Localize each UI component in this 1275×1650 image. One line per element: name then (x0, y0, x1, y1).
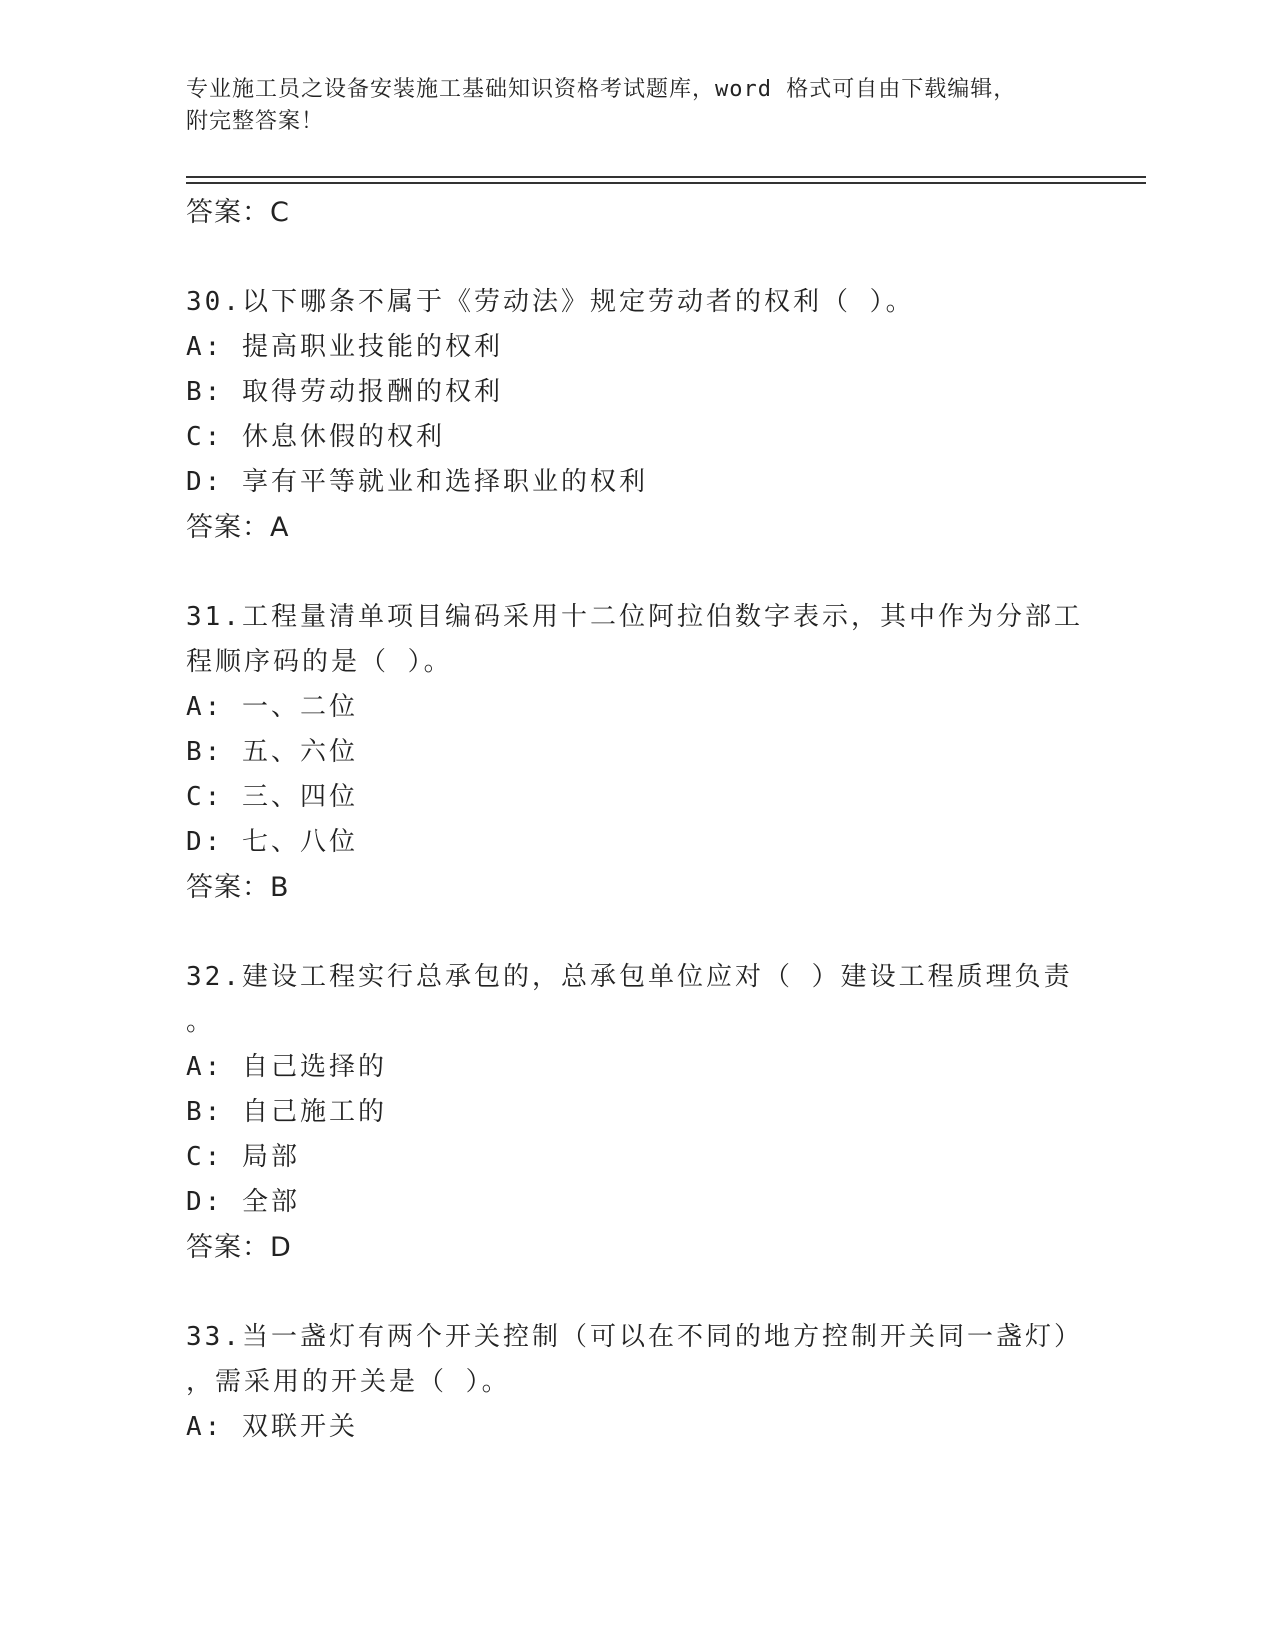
question-text: 31.工程量清单项目编码采用十二位阿拉伯数字表示，其中作为分部工 (186, 602, 1083, 632)
question-text-continued: ，需采用的开关是（ ）。 (186, 1367, 511, 1397)
spacer (186, 1270, 1086, 1315)
spacer (186, 910, 1086, 955)
option-c: C: 休息休假的权利 (186, 422, 445, 452)
header-rule-bottom (186, 182, 1146, 184)
option-a: A: 提高职业技能的权利 (186, 332, 503, 362)
option-b: B: 五、六位 (186, 737, 358, 767)
option-a: A: 一、二位 (186, 692, 358, 722)
option-d: D: 享有平等就业和选择职业的权利 (186, 467, 648, 497)
option-d: D: 全部 (186, 1187, 300, 1217)
option-a: A: 自己选择的 (186, 1052, 387, 1082)
spacer (186, 235, 1086, 280)
header-line-1: 专业施工员之设备安装施工基础知识资格考试题库，word 格式可自由下载编辑， (186, 77, 1017, 102)
question-32 (186, 955, 1086, 1270)
option-b: B: 自己施工的 (186, 1097, 387, 1127)
question-33 (186, 1315, 1086, 1450)
option-a: A: 双联开关 (186, 1412, 358, 1442)
spacer (186, 550, 1086, 595)
question-list (186, 190, 1086, 1450)
question-text: 33.当一盏灯有两个开关控制（可以在不同的地方控制开关同一盏灯） (186, 1322, 1083, 1352)
answer-line: 答案：C (186, 197, 290, 228)
option-c: C: 三、四位 (186, 782, 358, 812)
option-c: C: 局部 (186, 1142, 300, 1172)
answer-line: 答案：D (186, 1232, 292, 1263)
question-text-continued: 程顺序码的是（ ）。 (186, 647, 453, 677)
answer-line: 答案：A (186, 512, 290, 543)
question-text: 30.以下哪条不属于《劳动法》规定劳动者的权利（ ）。 (186, 287, 915, 317)
question-31 (186, 595, 1086, 910)
header-rule-top (186, 176, 1146, 178)
answer-line: 答案：B (186, 872, 290, 903)
header-line-2: 附完整答案！ (186, 109, 325, 134)
document-header (186, 74, 1086, 138)
question-text: 32.建设工程实行总承包的，总承包单位应对（ ）建设工程质理负责 (186, 962, 1073, 992)
question-text-continued: 。 (186, 1007, 216, 1037)
question-30 (186, 280, 1086, 550)
option-b: B: 取得劳动报酬的权利 (186, 377, 503, 407)
option-d: D: 七、八位 (186, 827, 358, 857)
